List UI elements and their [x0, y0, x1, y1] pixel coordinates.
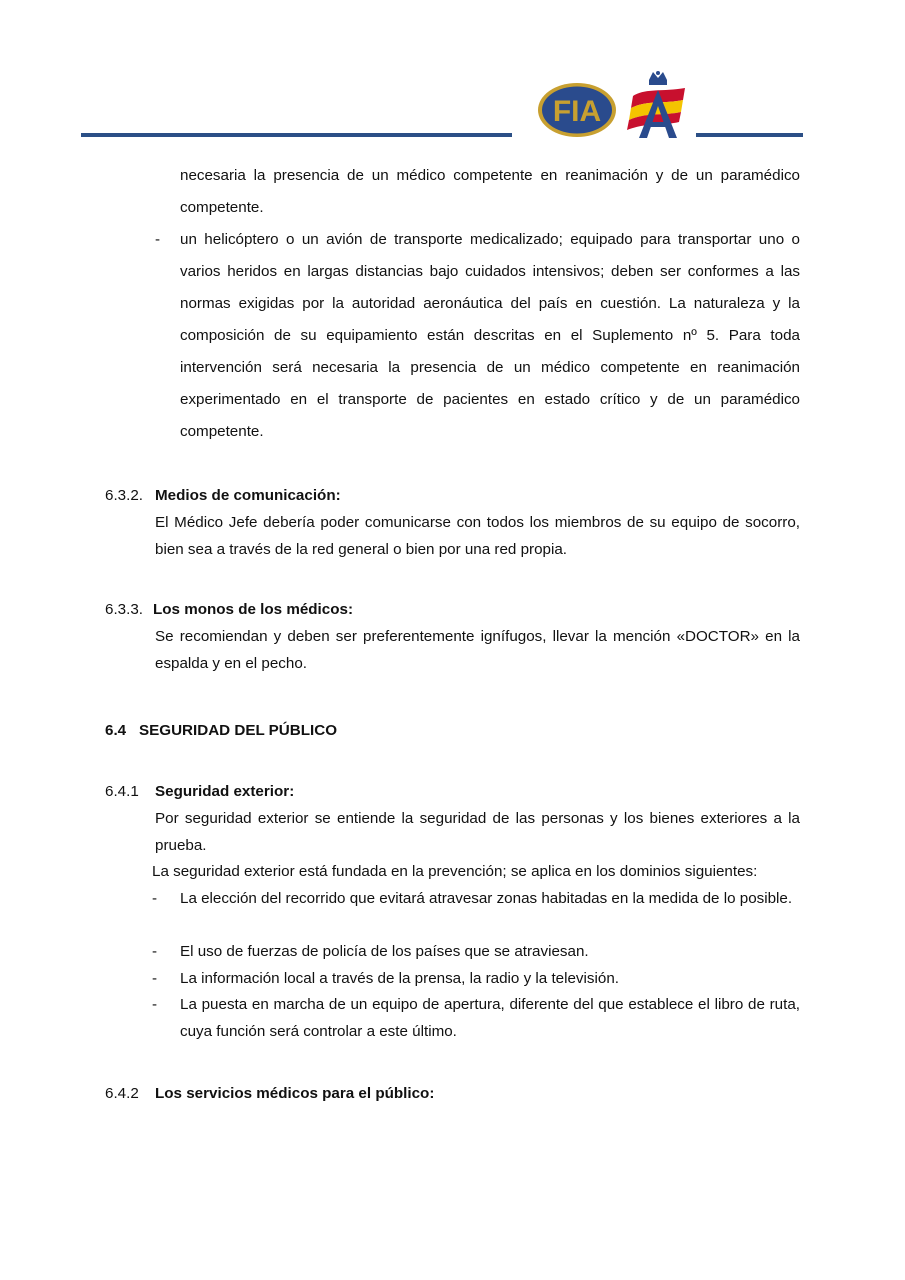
- section-number-641: 6.4.1: [105, 783, 139, 800]
- fia-logo-text: FIA: [552, 95, 602, 128]
- header-rule-right: [696, 133, 803, 137]
- list-dash: -: [152, 970, 158, 987]
- fia-logo: [537, 82, 617, 138]
- section-title-641: Seguridad exterior:: [155, 783, 295, 800]
- section-number-632: 6.3.2.: [105, 487, 143, 504]
- list-item: La elección del recorrido que evitará atravesar zonas habitadas en la medida de lo posible.: [180, 890, 793, 907]
- section-title-632: Medios de comunicación:: [155, 487, 341, 504]
- section-title-642: Los servicios médicos para el público:: [155, 1085, 435, 1102]
- rfeda-logo: [625, 70, 691, 140]
- section-title-64: SEGURIDAD DEL PÚBLICO: [139, 722, 338, 739]
- list-item: La puesta en marcha de un equipo de apertura, diferente del que establece el libro de ruta, cuya función será controlar a este último.: [180, 996, 800, 1040]
- section-body-633: Se recomiendan y deben ser preferentemente ignífugos, llevar la mención «DOCTOR» en la espalda y en el pecho.: [155, 628, 800, 672]
- header-rule-left: [81, 133, 512, 137]
- list-item: El uso de fuerzas de policía de los países que se atraviesan.: [180, 943, 589, 960]
- section-body-632: El Médico Jefe debería poder comunicarse con todos los miembros de su equipo de socorro, bien sea a través de la red general o bien por una red propia.: [155, 514, 800, 558]
- section-title-633: Los monos de los médicos:: [153, 601, 354, 618]
- section-body-641-p2: La seguridad exterior está fundada en la prevención; se aplica en los dominios siguientes:: [152, 863, 758, 880]
- bullet-heli-text: un helicóptero o un avión de transporte medicalizado; equipado para transportar uno o varios heridos en largas distancias bajo cuidados intensivos; deben ser conformes a las normas exigidas por la autoridad aeronáutica del país en cuestión. La naturaleza y la composición de su equipamiento están descritas en el Suplemento nº 5. Para toda intervención será necesaria la presencia de un médico competente en reanimación experimentado en el transporte de pacientes en estado crítico y de un paramédico competente.: [180, 231, 800, 440]
- section-number-642: 6.4.2: [105, 1085, 139, 1102]
- section-number-633: 6.3.3.: [105, 601, 143, 618]
- cont-bullet-line1: necesaria la presencia de un médico competente en reanimación y de un paramédico: [180, 167, 800, 184]
- rfeda-logo-letter: A: [625, 70, 626, 71]
- section-body-641-p1: Por seguridad exterior se entiende la seguridad de las personas y los bienes exteriores a la prueba.: [155, 810, 800, 854]
- bullet-dash: -: [155, 231, 161, 248]
- list-item: La información local a través de la prensa, la radio y la televisión.: [180, 970, 619, 987]
- cont-bullet-line2: competente.: [180, 199, 264, 216]
- list-dash: -: [152, 890, 158, 907]
- list-dash: -: [152, 996, 158, 1013]
- list-dash: -: [152, 943, 158, 960]
- section-number-64: 6.4: [105, 722, 127, 739]
